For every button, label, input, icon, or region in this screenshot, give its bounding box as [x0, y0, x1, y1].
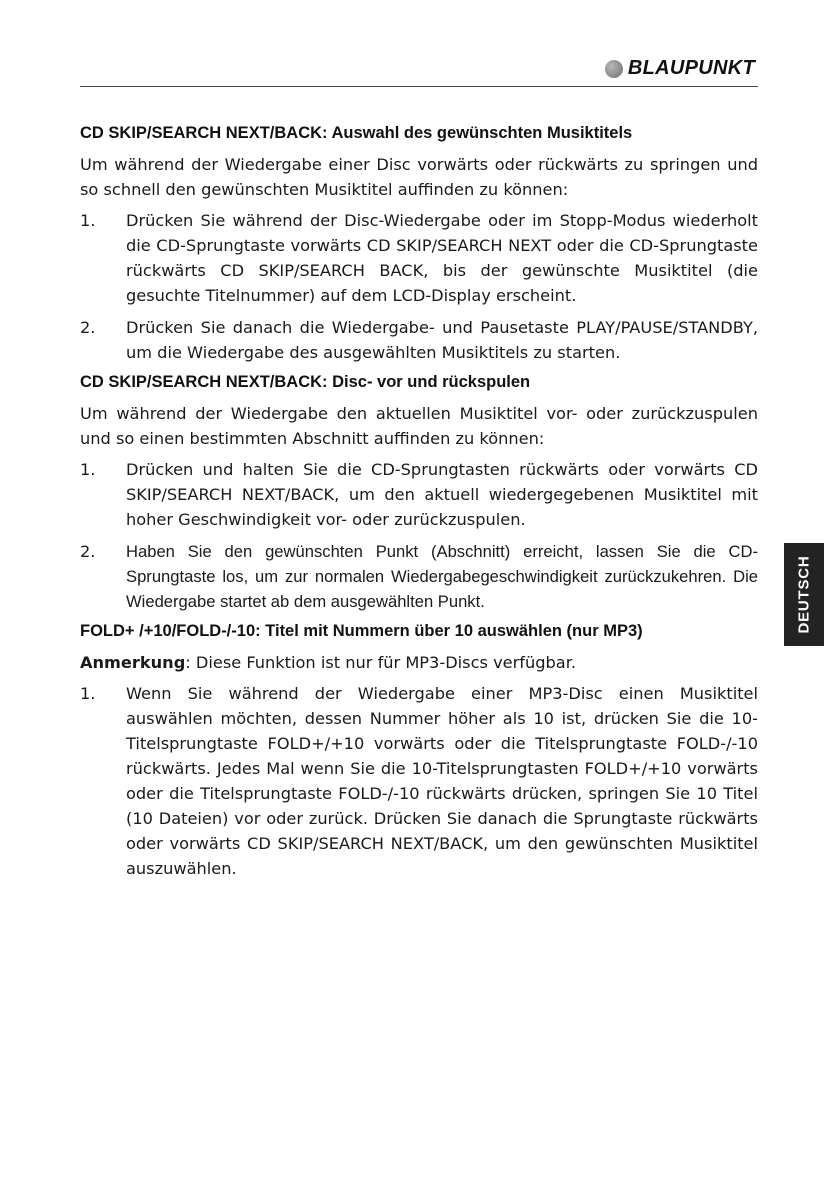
list-item-number: 1. [80, 684, 96, 703]
section-heading: FOLD+ /+10/FOLD-/-10: Titel mit Nummern über 10 auswählen (nur MP3) [80, 622, 643, 640]
section-intro: Um während der Wiedergabe einer Disc vorwärts oder rückwärts zu springen und so schnell den gewünschten Musiktitel auffinden zu können: [80, 155, 758, 199]
brand-name: BLAUPUNKT [627, 57, 755, 79]
list-item-text: Haben Sie den gewünschten Punkt (Abschnitt) erreicht, lassen Sie die CD-Sprungtaste los, um zur normalen Wiedergabegeschwindigkeit zurückzukehren. Die Wiedergabe startet ab dem ausgewählten Punkt. [126, 542, 758, 611]
section-fold [80, 622, 758, 881]
list-item-text: Drücken Sie während der Disc-Wiedergabe oder im Stopp-Modus wiederholt die CD-Sprungtaste vorwärts CD SKIP/SEARCH NEXT oder die CD-Sprungtaste rückwärts CD SKIP/SEARCH BACK, bis der gewünschte Musiktitel (die gesuchte Titelnummer) auf dem LCD-Display erscheint. [126, 211, 758, 305]
list-item [80, 681, 758, 881]
note [80, 650, 758, 675]
page-content [80, 124, 758, 889]
list-item-text: Wenn Sie während der Wiedergabe einer MP3-Disc einen Musiktitel auswählen möchten, dessen Nummer höher als 10 ist, drücken Sie die 10-Titelsprungtaste FOLD+/+10 vorwärts oder die Titelsprungtaste FOLD-/-10 rückwärts. Jedes Mal wenn Sie die 10-Titelsprungtasten FOLD+/+10 vorwärts oder die Titelsprungtaste FOLD-/-10 rückwärts drücken, springen Sie 10 Titel (10 Dateien) vor oder zurück. Drücken Sie danach die Sprungtaste rückwärts oder vorwärts CD SKIP/SEARCH NEXT/BACK, um den gewünschten Musiktitel auszuwählen. [126, 684, 758, 878]
instruction-list [80, 681, 758, 881]
section-skip-search [80, 124, 758, 365]
brand-logo-mark [605, 60, 623, 78]
language-tab-label: DEUTSCH [795, 555, 813, 634]
list-item-number: 2. [80, 318, 96, 337]
list-item-text: Drücken Sie danach die Wiedergabe- und Pausetaste PLAY/PAUSE/STANDBY, um die Wiedergabe des ausgewählten Musiktitels zu starten. [126, 318, 758, 362]
list-item-number: 2. [80, 542, 96, 561]
note-label: Anmerkung [80, 653, 186, 672]
section-heading: CD SKIP/SEARCH NEXT/BACK: Auswahl des gewünschten Musiktitels [80, 124, 633, 142]
list-item [80, 539, 758, 614]
language-tab [784, 543, 824, 646]
brand-logo [605, 57, 755, 80]
note-text: : Diese Funktion ist nur für MP3-Discs verfügbar. [185, 653, 577, 672]
list-item-number: 1. [80, 460, 96, 479]
section-heading: CD SKIP/SEARCH NEXT/BACK: Disc- vor und rückspulen [80, 373, 531, 391]
instruction-list [80, 457, 758, 614]
list-item-number: 1. [80, 211, 96, 230]
header-divider [80, 86, 758, 87]
section-rewind [80, 373, 758, 614]
list-item [80, 457, 758, 532]
list-item [80, 208, 758, 308]
section-intro: Um während der Wiedergabe den aktuellen Musiktitel vor- oder zurückzuspulen und so einen bestimmten Abschnitt auffinden zu können: [80, 404, 758, 448]
list-item-text: Drücken und halten Sie die CD-Sprungtasten rückwärts oder vorwärts CD SKIP/SEARCH NEXT/BACK, um den aktuell wiedergegebenen Musiktitel mit hoher Geschwindigkeit vor- oder zurückzuspulen. [126, 460, 758, 529]
list-item [80, 315, 758, 365]
instruction-list [80, 208, 758, 365]
